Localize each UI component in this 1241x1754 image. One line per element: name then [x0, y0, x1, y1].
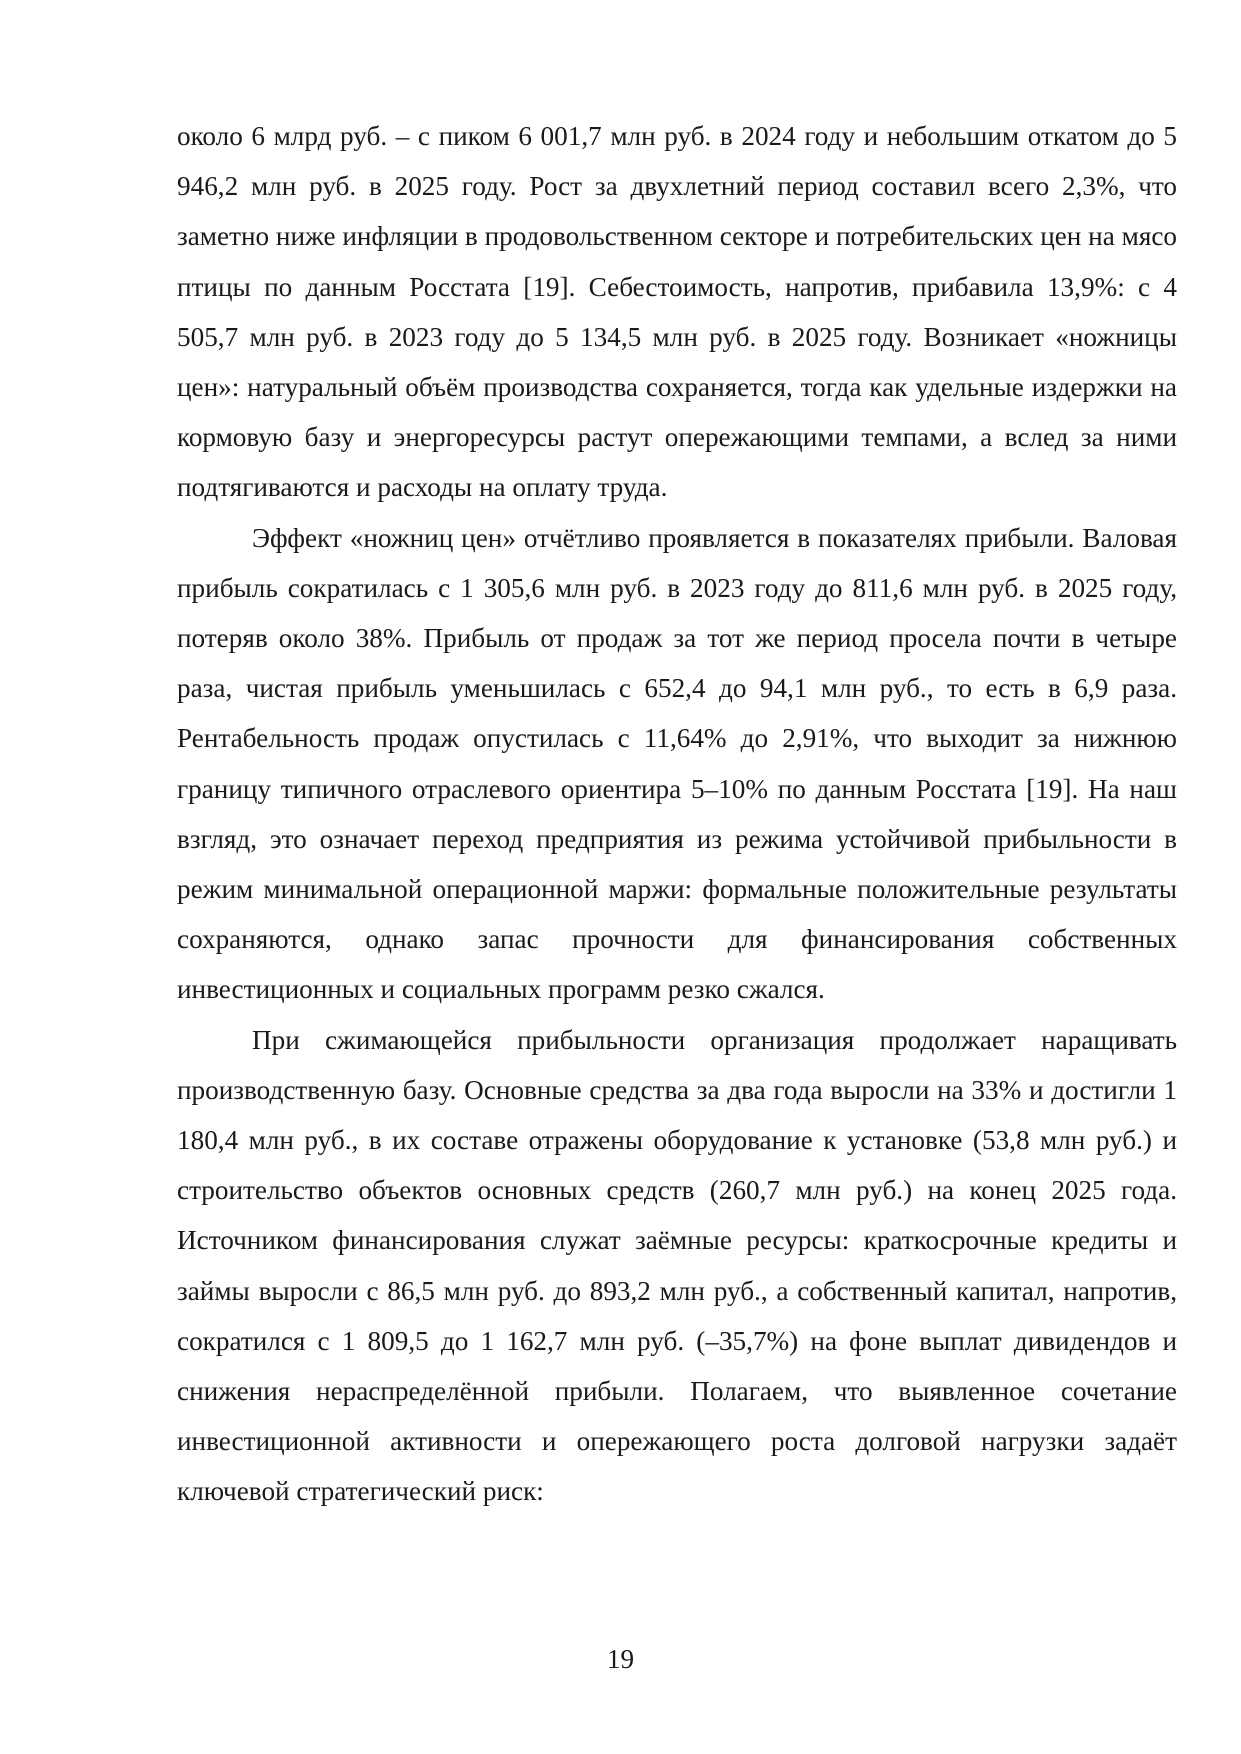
- paragraph-2: Эффект «ножниц цен» отчётливо проявляется в показателях прибыли. Валовая прибыль сократилась с 1 305,6 млн руб. в 2023 году до 811,6 млн руб. в 2025 году, потеряв около 38%. Прибыль от продаж за тот же период просела почти в четыре раза, чистая прибыль уменьшилась с 652,4 до 94,1 млн руб., то есть в 6,9 раза. Рентабельность продаж опустилась с 11,64% до 2,91%, что выходит за нижнюю границу типичного отраслевого ориентира 5–10% по данным Росстата [19]. На наш взгляд, это означает переход предприятия из режима устойчивой прибыльности в режим минимальной операционной маржи: формальные положительные результаты сохраняются, однако запас прочности для финансирования собственных инвестиционных и социальных программ резко сжался.: [177, 522, 1177, 1005]
- paragraph-1: около 6 млрд руб. – с пиком 6 001,7 млн руб. в 2024 году и небольшим откатом до 5 946,2 млн руб. в 2025 году. Рост за двухлетний период составил всего 2,3%, что заметно ниже инфляции в продовольственном секторе и потребительских цен на мясо птицы по данным Росстата [19]. Себестоимость, напротив, прибавила 13,9%: с 4 505,7 млн руб. в 2023 году до 5 134,5 млн руб. в 2025 году. Возникает «ножницы цен»: натуральный объём производства сохраняется, тогда как удельные издержки на кормовую базу и энергоресурсы растут опережающими темпами, а вслед за ними подтягиваются и расходы на оплату труда.: [177, 121, 1177, 503]
- page-number: 19: [606, 1644, 635, 1674]
- body-text: [177, 111, 1177, 1517]
- paragraph-3: При сжимающейся прибыльности организация продолжает наращивать производственную базу. Основные средства за два года выросли на 33% и достигли 1 180,4 млн руб., в их составе отражены оборудование к установке (53,8 млн руб.) и строительство объектов основных средств (260,7 млн руб.) на конец 2025 года. Источником финансирования служат заёмные ресурсы: краткосрочные кредиты и займы выросли с 86,5 млн руб. до 893,2 млн руб., а собственный капитал, напротив, сократился с 1 809,5 до 1 162,7 млн руб. (–35,7%) на фоне выплат дивидендов и снижения нераспределённой прибыли. Полагаем, что выявленное сочетание инвестиционной активности и опережающего роста долговой нагрузки задаёт ключевой стратегический риск:: [177, 1024, 1177, 1507]
